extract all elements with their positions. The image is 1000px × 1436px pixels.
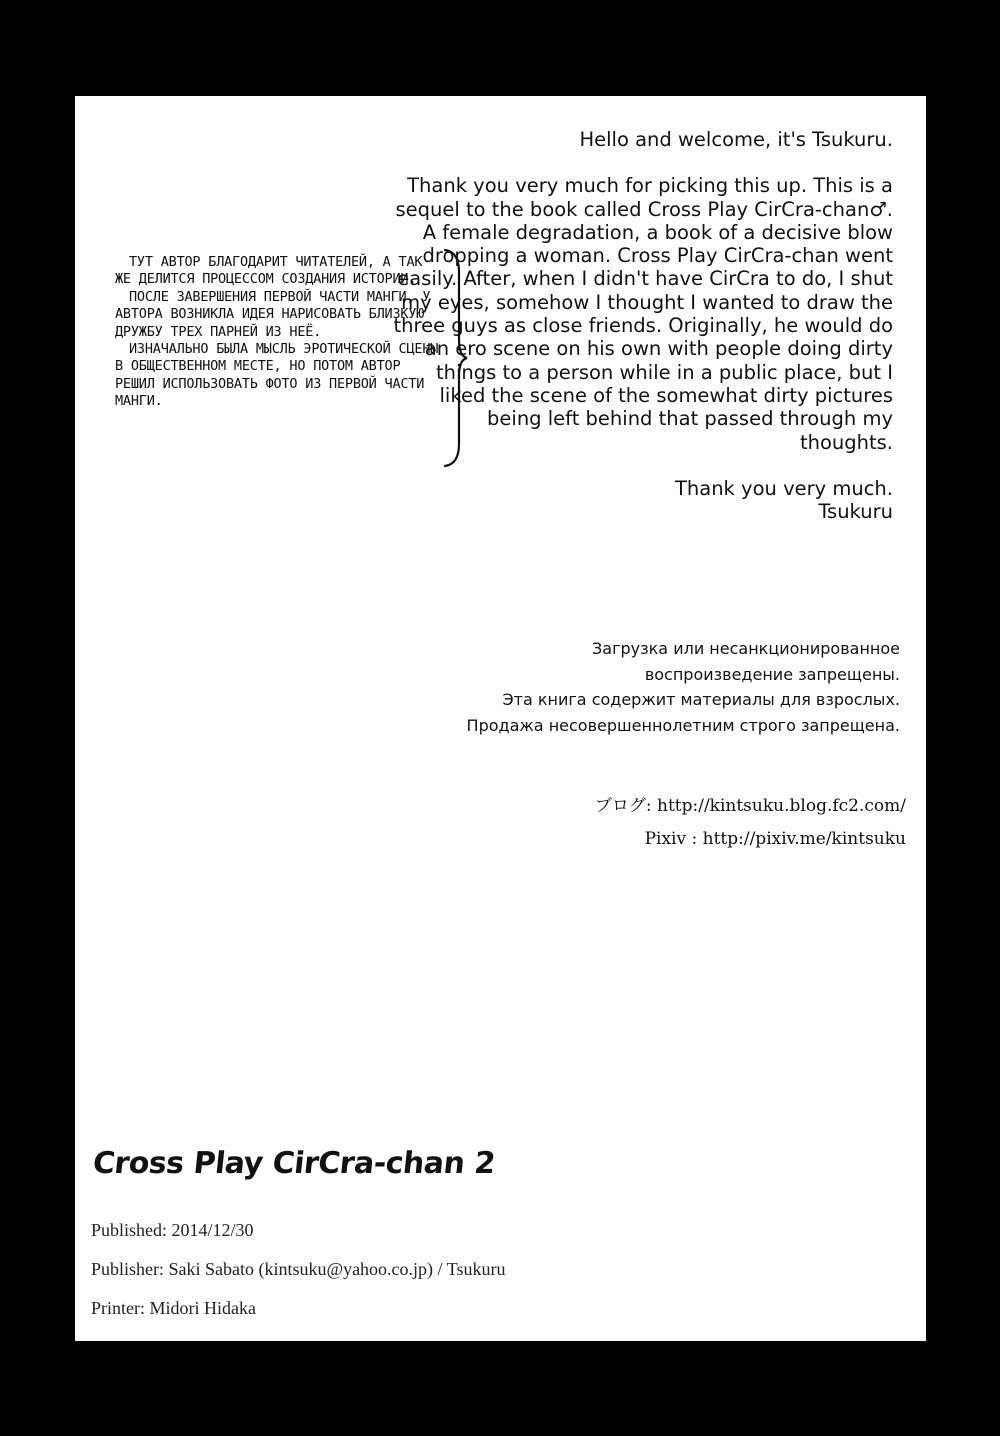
- note-paragraph: ПОСЛЕ ЗАВЕРШЕНИЯ ПЕРВОЙ ЧАСТИ МАНГИ, У АВТОРА ВОЗНИКЛА ИДЕЯ НАРИСОВАТЬ БЛИЗКУЮ ДРУЖБУ ТРЕХ ПАРНЕЙ ИЗ НЕЁ.: [115, 288, 431, 340]
- book-title: Cross Play CirCra-chan 2: [91, 1146, 497, 1181]
- blog-link[interactable]: ブログ: http://kintsuku.blog.fc2.com/: [594, 796, 906, 816]
- note-paragraph: ТУТ АВТОР БЛАГОДАРИТ ЧИТАТЕЛЕЙ, А ТАК ЖЕ ДЕЛИТСЯ ПРОЦЕССОМ СОЗДАНИЯ ИСТОРИИ.: [115, 254, 423, 288]
- message-body: Thank you very much for picking this up. This is a sequel to the book called Cross Play CirCra-chan♂. A female degradation, a book of a decisive blow dropping a woman. Cross Play CirCra-chan went easily. After, when I didn't have CirCra to do, I shut my eyes, somehow I thought I wanted to draw the three guys as close friends. Originally, he would do an ero scene on his own with people doing dirty things to a person while in a public place, but I liked the scene of the somewhat dirty pictures being left behind that passed through my thoughts.: [393, 174, 893, 454]
- author-message: [393, 128, 893, 523]
- warning-line: Продажа несовершеннолетним строго запрещена.: [466, 715, 900, 735]
- thanks: Thank you very much.: [674, 476, 893, 500]
- warning-line: Загрузка или несанкционированное: [592, 639, 900, 658]
- afterword-page: [75, 96, 926, 1341]
- note-paragraph: ИЗНАЧАЛЬНО БЫЛА МЫСЛЬ ЭРОТИЧЕСКОЙ СЦЕНЫ В ОБЩЕСТВЕННОМ МЕСТЕ, НО ПОТОМ АВТОР РЕШИЛ ИСПОЛЬЗОВАТЬ ФОТО ИЗ ПЕРВОЙ ЧАСТИ МАНГИ.: [115, 341, 439, 410]
- pixiv-link[interactable]: Pixiv : http://pixiv.me/kintsuku: [644, 829, 906, 849]
- warning-line: Эта книга содержит материалы для взрослых.: [502, 690, 900, 709]
- printer: Printer: Midori Hidaka: [91, 1298, 256, 1318]
- author-links: [406, 790, 906, 856]
- published-date: Published: 2014/12/30: [91, 1220, 254, 1240]
- publisher: Publisher: Saki Sabato (kintsuku@yahoo.co.jp) / Tsukuru: [91, 1259, 506, 1279]
- closing: [393, 477, 893, 524]
- warning-line: воспроизведение запрещены.: [644, 664, 900, 684]
- age-warning: [340, 636, 900, 738]
- greeting: Hello and welcome, it's Tsukuru.: [579, 128, 893, 151]
- signature: Tsukuru: [818, 500, 893, 524]
- colophon: [91, 1211, 505, 1328]
